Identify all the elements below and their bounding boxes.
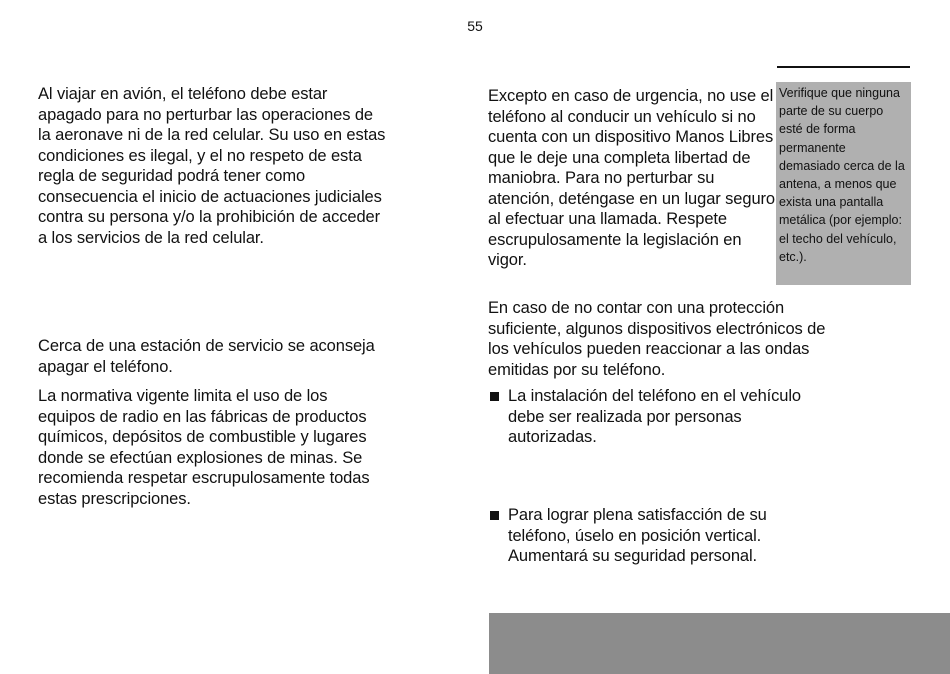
- airplane-paragraph: Al viajar en avión, el teléfono debe estar apagado para no perturbar las operaciones de la aeronave ni de la red celular. Su uso en estas condiciones es ilegal, y el no respeto de esta regla de seguridad podrá tener como consecuencia el inicio de actuaciones judiciales contra su persona y/o la prohibición de acceder a los servicios de la red celular.: [38, 85, 386, 247]
- bullet-square-icon: [490, 511, 499, 520]
- installation-bullet-text: La instalación del teléfono en el vehículo debe ser realizada por personas autorizadas.: [508, 387, 802, 446]
- vehicle-electronics-paragraph: En caso de no contar con una protección suficiente, algunos dispositivos electrónicos de los vehículos pueden reaccionar a las ondas emitidas por su teléfono.: [488, 299, 826, 379]
- regulations-paragraph: La normativa vigente limita el uso de los equipos de radio en las fábricas de productos químicos, depósitos de combustible y lugares donde se efectúan explosiones de minas. Se recomienda respetar escrupulosamente todas estas prescripciones.: [38, 387, 370, 508]
- vertical-position-bullet: [488, 505, 833, 567]
- side-note-box: [776, 82, 911, 285]
- page-number: 55: [467, 18, 483, 34]
- installation-bullet: [488, 386, 833, 448]
- side-note-text: Verifique que ninguna parte de su cuerpo esté de forma permanente demasiado cerca de la antena, a menos que exista una pantalla metálica (por ejemplo: el techo del vehículo, etc.).: [779, 86, 905, 264]
- bullet-square-icon: [490, 392, 499, 401]
- footer-bar: [489, 613, 950, 674]
- service-station-paragraph: Cerca de una estación de servicio se aconseja apagar el teléfono.: [38, 337, 375, 376]
- driving-paragraph: Excepto en caso de urgencia, no use el teléfono al conducir un vehículo si no cuenta con un dispositivo Manos Libres que le deje una completa libertad de maniobra. Para no perturbar su atención, deténgase en un lugar seguro al efectuar una llamada. Respete escrupulosamente la legislación en vigor.: [488, 87, 776, 269]
- vertical-position-bullet-text: Para lograr plena satisfacción de su teléfono, úselo en posición vertical. Aumentará su seguridad personal.: [508, 506, 767, 565]
- side-note-rule: [777, 66, 910, 68]
